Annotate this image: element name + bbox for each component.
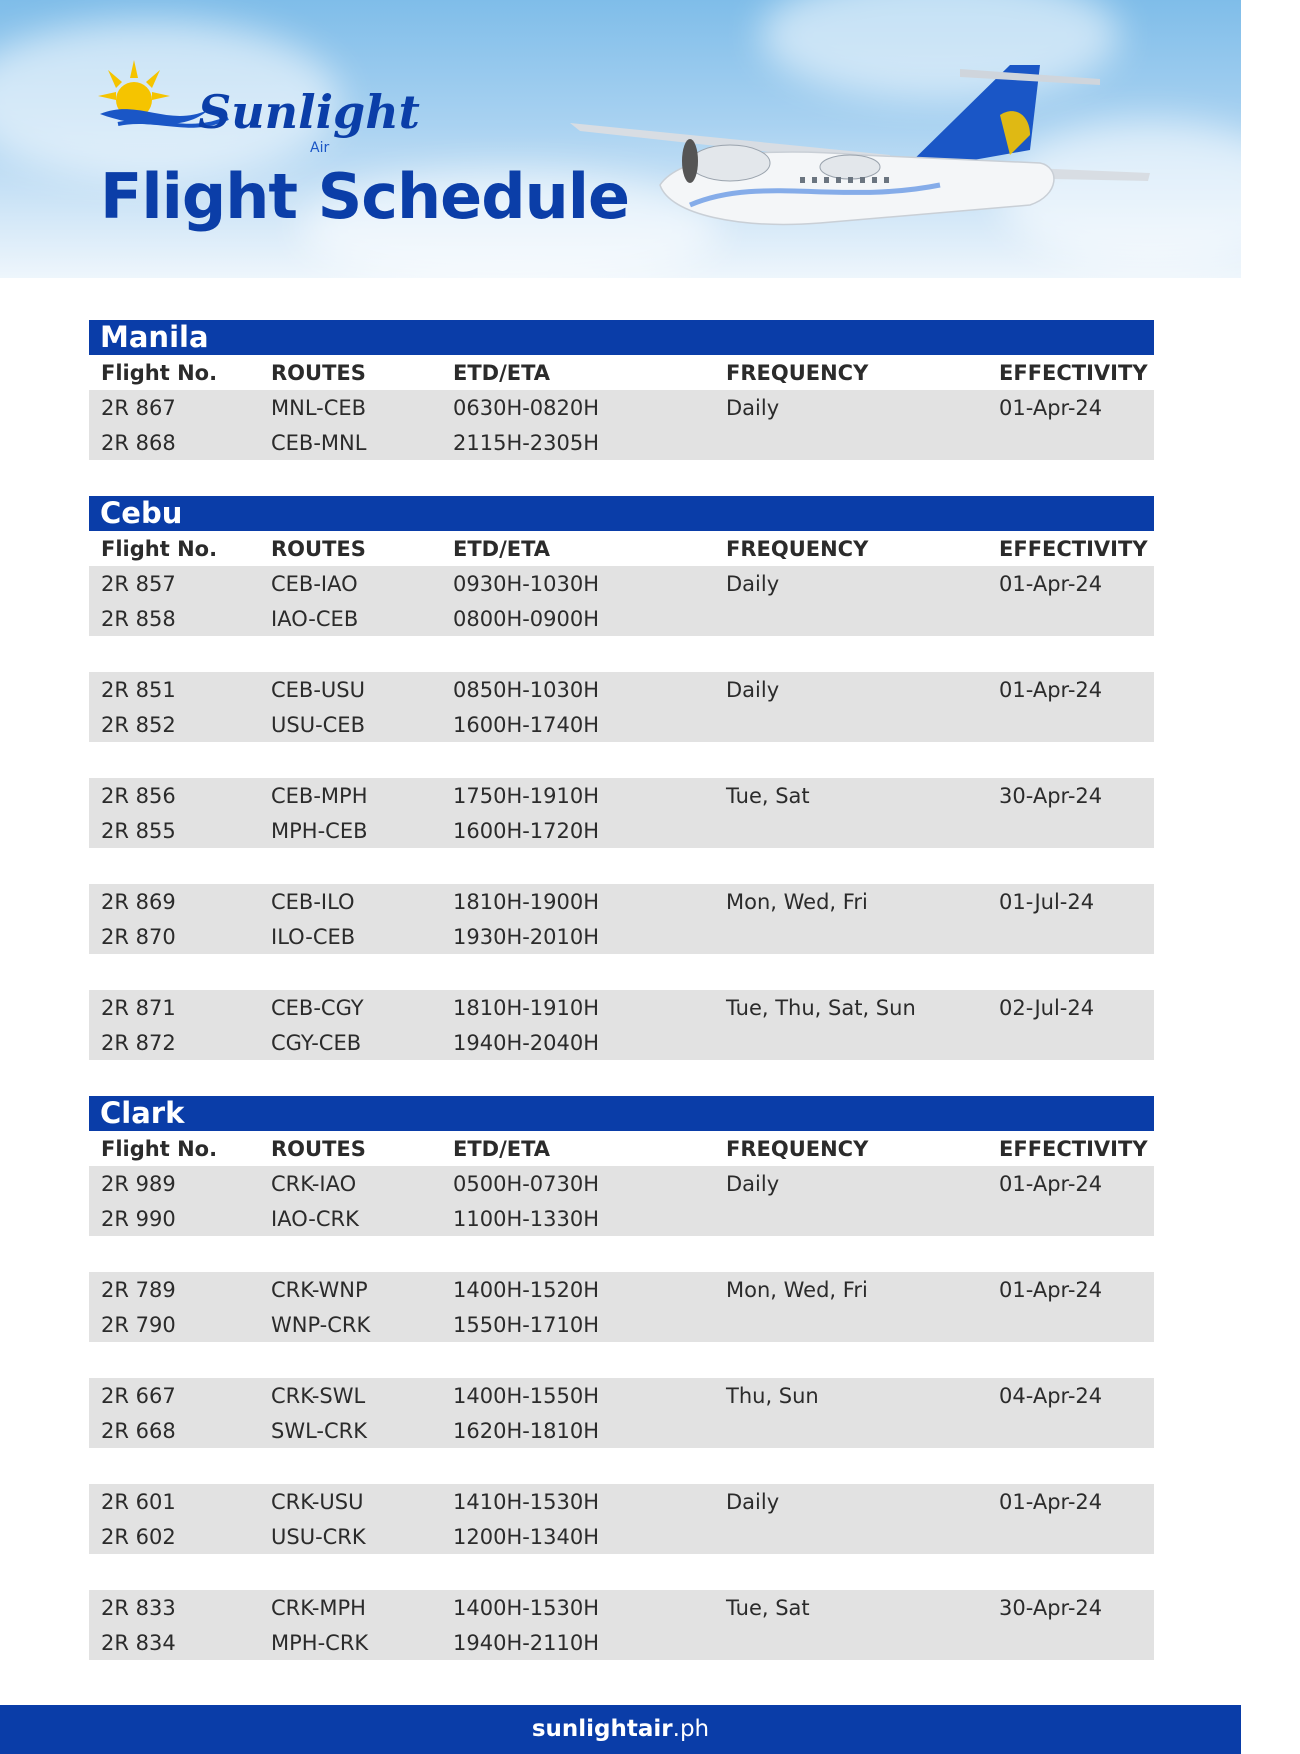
- frequency: Thu, Sun: [726, 1383, 819, 1408]
- route: SWL-CRK: [271, 1418, 368, 1443]
- etd-eta: 0630H-0820H: [453, 395, 600, 420]
- column-header: FREQUENCY: [726, 1136, 869, 1161]
- column-header-row: [89, 355, 1154, 390]
- flight-number: 2R 872: [101, 1030, 176, 1055]
- route: CRK-MPH: [271, 1595, 366, 1620]
- column-header: EFFECTIVITY: [999, 1136, 1148, 1161]
- column-header: FREQUENCY: [726, 360, 869, 385]
- route: CEB-ILO: [271, 889, 355, 914]
- etd-eta: 1810H-1910H: [453, 995, 600, 1020]
- route: CEB-MNL: [271, 430, 367, 455]
- effectivity: 01-Jul-24: [999, 889, 1095, 914]
- column-header: Flight No.: [101, 1136, 218, 1161]
- effectivity: 01-Apr-24: [999, 571, 1103, 596]
- table-row: [89, 672, 1154, 707]
- flight-number: 2R 789: [101, 1277, 176, 1302]
- column-header: Flight No.: [101, 360, 218, 385]
- section-title: Cebu: [89, 496, 1154, 531]
- flight-number: 2R 667: [101, 1383, 176, 1408]
- effectivity: 30-Apr-24: [999, 1595, 1103, 1620]
- flight-number: 2R 602: [101, 1524, 176, 1549]
- flight-pair: [89, 566, 1154, 636]
- flight-number: 2R 871: [101, 995, 176, 1020]
- flight-pair: [89, 778, 1154, 848]
- svg-text:Sunlight: Sunlight: [198, 85, 420, 139]
- flight-pair: [89, 390, 1154, 460]
- etd-eta: 1600H-1740H: [453, 712, 600, 737]
- table-row: [89, 1166, 1154, 1201]
- table-row: [89, 566, 1154, 601]
- column-header: ETD/ETA: [453, 360, 551, 385]
- route: MPH-CEB: [271, 818, 368, 843]
- frequency: Tue, Sat: [726, 783, 810, 808]
- flight-number: 2R 857: [101, 571, 176, 596]
- frequency: Daily: [726, 395, 780, 420]
- effectivity: 01-Apr-24: [999, 395, 1103, 420]
- column-header: ETD/ETA: [453, 536, 551, 561]
- table-row: [89, 1484, 1154, 1519]
- footer-bar: [0, 1705, 1241, 1754]
- flight-pair: [89, 672, 1154, 742]
- frequency: Mon, Wed, Fri: [726, 1277, 868, 1302]
- flight-number: 2R 868: [101, 430, 176, 455]
- etd-eta: 1400H-1550H: [453, 1383, 600, 1408]
- etd-eta: 1410H-1530H: [453, 1489, 600, 1514]
- column-header: FREQUENCY: [726, 536, 869, 561]
- column-header-row: [89, 531, 1154, 566]
- column-header: EFFECTIVITY: [999, 360, 1148, 385]
- etd-eta: 1940H-2040H: [453, 1030, 600, 1055]
- frequency: Tue, Sat: [726, 1595, 810, 1620]
- table-row: [89, 1378, 1154, 1413]
- flight-pair: [89, 1590, 1154, 1660]
- section-title: Clark: [89, 1096, 1154, 1131]
- table-row: [89, 1025, 1154, 1060]
- flight-number: 2R 855: [101, 818, 176, 843]
- route: WNP-CRK: [271, 1312, 371, 1337]
- etd-eta: 0850H-1030H: [453, 677, 600, 702]
- effectivity: 01-Apr-24: [999, 677, 1103, 702]
- effectivity: 30-Apr-24: [999, 783, 1103, 808]
- effectivity: 01-Apr-24: [999, 1277, 1103, 1302]
- flight-pair: [89, 1166, 1154, 1236]
- etd-eta: 0500H-0730H: [453, 1171, 600, 1196]
- etd-eta: 1620H-1810H: [453, 1418, 600, 1443]
- column-header: ROUTES: [271, 536, 366, 561]
- route: IAO-CEB: [271, 606, 359, 631]
- route: MPH-CRK: [271, 1630, 369, 1655]
- column-header: EFFECTIVITY: [999, 536, 1148, 561]
- route: CGY-CEB: [271, 1030, 362, 1055]
- route: MNL-CEB: [271, 395, 367, 420]
- route: IAO-CRK: [271, 1206, 359, 1231]
- table-row: [89, 1413, 1154, 1448]
- flight-pair: [89, 884, 1154, 954]
- section-clark: [89, 1096, 1154, 1660]
- frequency: Daily: [726, 1171, 780, 1196]
- flight-number: 2R 869: [101, 889, 176, 914]
- table-row: [89, 425, 1154, 460]
- column-header-row: [89, 1131, 1154, 1166]
- header-banner: [0, 0, 1241, 278]
- effectivity: 04-Apr-24: [999, 1383, 1103, 1408]
- flight-number: 2R 790: [101, 1312, 176, 1337]
- route: CEB-MPH: [271, 783, 368, 808]
- flight-number: 2R 858: [101, 606, 176, 631]
- effectivity: 01-Apr-24: [999, 1489, 1103, 1514]
- frequency: Mon, Wed, Fri: [726, 889, 868, 914]
- etd-eta: 1100H-1330H: [453, 1206, 600, 1231]
- svg-text:Air: Air: [310, 140, 330, 156]
- flight-number: 2R 989: [101, 1171, 176, 1196]
- section-manila: [89, 320, 1154, 460]
- route: CRK-USU: [271, 1489, 364, 1514]
- route: ILO-CEB: [271, 924, 356, 949]
- column-header: ETD/ETA: [453, 1136, 551, 1161]
- route: CEB-CGY: [271, 995, 364, 1020]
- flight-pair: [89, 990, 1154, 1060]
- flight-number: 2R 834: [101, 1630, 176, 1655]
- flight-pair: [89, 1484, 1154, 1554]
- etd-eta: 1940H-2110H: [453, 1630, 600, 1655]
- route: CRK-IAO: [271, 1171, 357, 1196]
- column-header: Flight No.: [101, 536, 218, 561]
- table-row: [89, 601, 1154, 636]
- flight-number: 2R 852: [101, 712, 176, 737]
- table-row: [89, 1201, 1154, 1236]
- flight-pair: [89, 1272, 1154, 1342]
- column-header: ROUTES: [271, 1136, 366, 1161]
- section-cebu: [89, 496, 1154, 1060]
- route: CEB-IAO: [271, 571, 358, 596]
- effectivity: 02-Jul-24: [999, 995, 1095, 1020]
- table-row: [89, 990, 1154, 1025]
- etd-eta: 1600H-1720H: [453, 818, 600, 843]
- route: USU-CEB: [271, 712, 365, 737]
- etd-eta: 1930H-2010H: [453, 924, 600, 949]
- table-row: [89, 778, 1154, 813]
- schedule-content: [89, 320, 1154, 1696]
- flight-number: 2R 668: [101, 1418, 176, 1443]
- etd-eta: 1750H-1910H: [453, 783, 600, 808]
- table-row: [89, 707, 1154, 742]
- table-row: [89, 813, 1154, 848]
- table-row: [89, 1625, 1154, 1660]
- page-title: Flight Schedule: [100, 160, 630, 233]
- route: CEB-USU: [271, 677, 365, 702]
- frequency: Daily: [726, 1489, 780, 1514]
- flight-number: 2R 990: [101, 1206, 176, 1231]
- etd-eta: 0800H-0900H: [453, 606, 600, 631]
- sun-icon: [98, 60, 170, 118]
- flight-number: 2R 833: [101, 1595, 176, 1620]
- etd-eta: 0930H-1030H: [453, 571, 600, 596]
- section-title: Manila: [89, 320, 1154, 355]
- flight-number: 2R 870: [101, 924, 176, 949]
- table-row: [89, 390, 1154, 425]
- flight-number: 2R 601: [101, 1489, 176, 1514]
- route: CRK-WNP: [271, 1277, 368, 1302]
- etd-eta: 1200H-1340H: [453, 1524, 600, 1549]
- table-row: [89, 1307, 1154, 1342]
- route: CRK-SWL: [271, 1383, 366, 1408]
- website-link[interactable]: sunlightair.ph: [531, 1716, 710, 1742]
- etd-eta: 1400H-1520H: [453, 1277, 600, 1302]
- table-row: [89, 919, 1154, 954]
- table-row: [89, 1272, 1154, 1307]
- frequency: Tue, Thu, Sat, Sun: [726, 995, 916, 1020]
- route: USU-CRK: [271, 1524, 366, 1549]
- etd-eta: 1550H-1710H: [453, 1312, 600, 1337]
- flight-number: 2R 867: [101, 395, 176, 420]
- sunlight-air-logo: [98, 58, 420, 158]
- table-row: [89, 1519, 1154, 1554]
- frequency: Daily: [726, 677, 780, 702]
- table-row: [89, 1590, 1154, 1625]
- flight-number: 2R 856: [101, 783, 176, 808]
- column-header: ROUTES: [271, 360, 366, 385]
- etd-eta: 1810H-1900H: [453, 889, 600, 914]
- frequency: Daily: [726, 571, 780, 596]
- etd-eta: 1400H-1530H: [453, 1595, 600, 1620]
- flight-pair: [89, 1378, 1154, 1448]
- airplane-image: [560, 55, 1160, 235]
- flight-number: 2R 851: [101, 677, 176, 702]
- effectivity: 01-Apr-24: [999, 1171, 1103, 1196]
- etd-eta: 2115H-2305H: [453, 430, 600, 455]
- table-row: [89, 884, 1154, 919]
